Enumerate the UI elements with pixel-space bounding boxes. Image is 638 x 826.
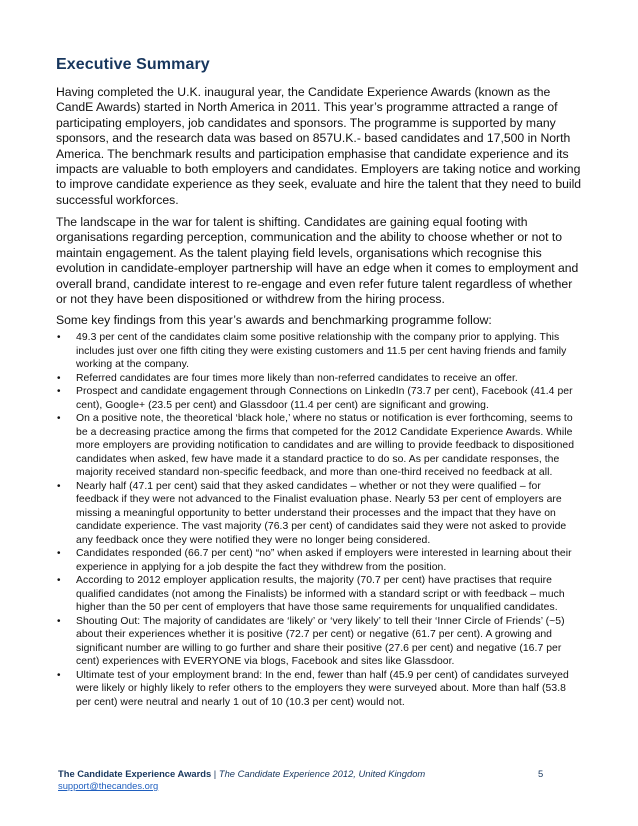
page-number: 5	[538, 768, 544, 779]
finding-text: Ultimate test of your employment brand: In the end, fewer than half (45.9 per cent) of candidates surveyed were likely or highly likely to refer others to the employers they were surveyed about. More than half (53.8 per cent) were neutral and nearly 1 out of 10 (10.3 per cent) would not.	[76, 669, 569, 708]
list-item	[56, 480, 584, 548]
findings-lead-in: Some key findings from this year’s awards and benchmarking programme follow:	[56, 313, 492, 327]
list-item	[56, 669, 584, 710]
bullet-icon: •	[57, 548, 61, 559]
list-item	[56, 385, 584, 412]
footer-brand: The Candidate Experience Awards	[58, 768, 212, 779]
list-item	[56, 547, 584, 574]
page-title: Executive Summary	[56, 56, 210, 73]
footer-separator: |	[213, 768, 217, 779]
finding-text: Candidates responded (66.7 per cent) “no” when asked if employers were interested in learning about their experience in applying for a job despite the fact they withdrew from the position.	[76, 548, 572, 573]
landscape-paragraph: The landscape in the war for talent is shifting. Candidates are gaining equal footing with organisations regarding perception, communication and the ability to choose whether or not to maintain engagement. As the talent playing field levels, organisations which recognise this evolution in candidate-employer partnership will have an edge when it comes to employment and overall brand, candidate interest to re-engage and even refer future talent regardless of whether or not they have been dispositioned or withdrew from the hiring process.	[56, 215, 579, 307]
finding-text: On a positive note, the theoretical ‘black hole,’ where no status or notification is ever forthcoming, seems to be a decreasing practice among the firms that competed for the 2012 Candidate Experience Awards. While more employers are providing notification to candidates and are willing to provide feedback to dispositioned candidates when asked, few have made it a standard practice to do so. As per candidate responses, the majority received standard non-specific feedback, and more than one-third received no feedback at all.	[76, 413, 575, 478]
bullet-icon: •	[57, 413, 61, 424]
finding-text: Referred candidates are four times more likely than non-referred candidates to receive an offer.	[76, 372, 518, 384]
intro-paragraph: Having completed the U.K. inaugural year, the Candidate Experience Awards (known as the CandE Awards) started in North America in 2011. This year’s programme attracted a range of participating employers, job candidates and sponsors. The programme is supported by many sponsors, and the research data was based on 857U.K.- based candidates and 17,500 in North America. The benchmark results and participation emphasise that candidate experience and its impacts are valuable to both employers and candidates. Employers are taking notice and working to improve candidate experience as they seek, evaluate and hire the talent that they need to build successful workforces.	[56, 85, 582, 207]
bullet-icon: •	[57, 480, 61, 492]
finding-text: Prospect and candidate engagement through Connections on LinkedIn (73.7 per cent), Facebook (41.4 per cent), Google+ (23.5 per cent) and Glassdoor (11.4 per cent) are significant and growing.	[76, 386, 573, 411]
footer-subtitle: The Candidate Experience 2012, United Kingdom	[218, 768, 426, 779]
list-item	[56, 574, 584, 615]
page-footer	[58, 768, 558, 792]
list-item	[56, 412, 584, 480]
bullet-icon: •	[57, 615, 61, 627]
list-item	[56, 615, 584, 669]
list-item	[56, 372, 584, 386]
bullet-icon: •	[57, 386, 61, 397]
bullet-icon: •	[57, 669, 61, 681]
bullet-icon: •	[57, 575, 61, 586]
bullet-icon: •	[57, 332, 61, 343]
finding-text: According to 2012 employer application results, the majority (70.7 per cent) have practises that require qualified candidates (not among the Finalists) be informed with a standard script or with feedback – much higher than the 50 per cent of employers that have those same requirements for unqualified candidates.	[76, 575, 565, 613]
key-findings-list	[56, 331, 584, 709]
list-item	[56, 331, 584, 372]
finding-text: 49.3 per cent of the candidates claim some positive relationship with the company prior to applying. This includes just over one fifth citing they were existing customers and 11.5 per cent having friends and family working at the company.	[76, 332, 567, 370]
finding-text: Shouting Out: The majority of candidates are ‘likely’ or ‘very likely’ to tell their ‘Inner Circle of Friends’ (~5) about their experiences whether it is positive (72.7 per cent) or negative (61.7 per cent). A growing and significant number are willing to go further and share their positive (27.6 per cent) and negative (16.7 per cent) experiences with EVERYONE via blogs, Facebook and sites like Glassdoor.	[76, 615, 565, 667]
support-email-link[interactable]: support@thecandes.org	[58, 780, 159, 791]
bullet-icon: •	[57, 372, 61, 384]
finding-text: Nearly half (47.1 per cent) said that they asked candidates – whether or not they were qualified – for feedback if they were not advanced to the Finalist evaluation phase. Nearly 53 per cent of employers are missing a meaningful opportunity to better understand their processes and the impact that they have on candidate experience. The vast majority (76.3 per cent) of candidates said they were not asked to provide any feedback once they were notified they were no longer being considered.	[76, 480, 567, 546]
